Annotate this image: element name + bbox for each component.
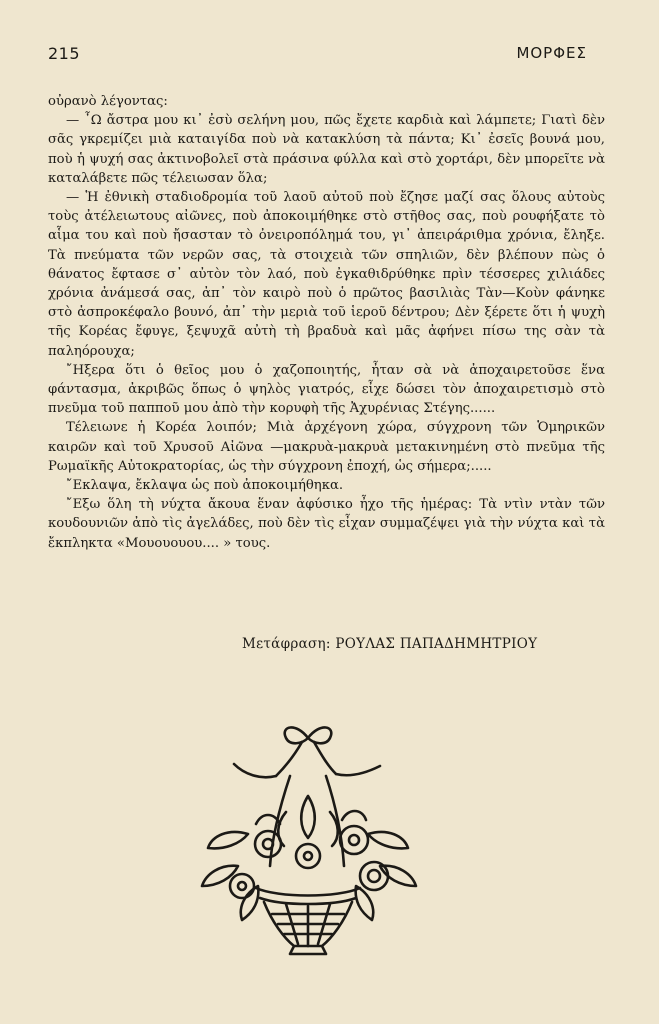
running-title: ΜΟΡΦΕΣ [516, 44, 587, 62]
paragraph: — ῏Ω ἄστρα μου κι᾽ ἐσὺ σελήνη μου, πῶς ἔχετε καρδιὰ καὶ λάμπετε; Γιατὶ δὲν σᾶς γκρεμίζει μιὰ καταιγίδα ποὺ νὰ κατακλύση τὰ πάντα; Κι᾽ ἐσεῖς βουνά μου, ποὺ ἡ ψυχή σας ἀκτινοβολεῖ στὰ πράσινα φύλλα καὶ στὸ χορτάρι, δὲν μπορεῖτε νὰ καταλάβετε πῶς τέλειωσαν ὅλα; [48, 113, 605, 186]
credit-label: Μετάφραση: [242, 636, 331, 652]
page-number: 215 [48, 44, 81, 63]
paragraph: Τέλειωνε ἡ Κορέα λοιπόν; Μιὰ ἀρχέγονη χώρα, σύγχρονη τῶν Ὁμηρικῶν καιρῶν καὶ τοῦ Χρυσοῦ Αἰῶνα —μακρυὰ-μακρυὰ μετακινημένη στὸ πνεῦμα τῆς Ρωμαϊκῆς Αὐτοκρατορίας, ὡς τὴν σύγχρονη ἐποχή, ὡς σήμερα;..... [48, 420, 605, 474]
flower-basket-icon [168, 716, 448, 956]
article-body [48, 92, 605, 553]
page-header [48, 44, 587, 63]
paragraph: — Ἡ ἐθνικὴ σταδιοδρομία τοῦ λαοῦ αὐτοῦ ποὺ ἔζησε μαζί σας ὅλους αὐτοὺς τοὺς ἀτέλειωτους αἰῶνες, ποὺ ἀποκοιμήθηκε στὸ στῆθος σας, ποὺ ρουφήξατε τὸ αἷμα του καὶ ποὺ ἤσασταν τὸ ὀνειροπόλημά του, γι᾽ ἀπειράριθμα χρόνια, ἔληξε. Τὰ πνεύματα τῶν νερῶν σας, τὰ στοιχειὰ τῶν σπηλιῶν, δὲν βλέπουν πὼς ὁ θάνατος ἔφτασε σ᾽ αὐτὸν τὸν λαό, ποὺ ἐγκαθιδρύθηκε πρὶν τέσσερες χιλιάδες χρόνια ἀνάμεσά σας, ἀπ᾽ τὸν καιρὸ ποὺ ὁ πρῶτος βασιλιὰς Τὰν—Κοὺν φάνηκε στὸ ἀσπροκέφαλο βουνό, ἀπ᾽ τὴν μεριὰ τοῦ ἱεροῦ δέντρου; Δὲν ξέρετε ὅτι ἡ ψυχὴ τῆς Κορέας ἔφυγε, ξεψυχᾶ αὐτὴ τὴ βραδυὰ καὶ μᾶς ἀφήνει πίσω της σὰν τὰ παληόρουχα; [48, 190, 605, 359]
translator-credit [242, 636, 537, 652]
translator-name: ΡΟΥΛΑΣ ΠΑΠΑΔΗΜΗΤΡΙΟΥ [335, 636, 538, 652]
paragraph: ῎Εξω ὅλη τὴ νύχτα ἄκουα ἕναν ἀφύσικο ἦχο τῆς ἡμέρας: Τὰ ντὶν ντὰν τῶν κουδουνιῶν ἀπὸ τὶς ἀγελάδες, ποὺ δὲν τὶς εἶχαν συμμαζέψει γιὰ τὴν νύχτα καὶ τὰ ἔκπληκτα «Μουουουου.... » τους. [48, 497, 605, 551]
paragraph: ῎Ηξερα ὅτι ὁ θεῖος μου ὁ χαζοποιητής, ἦταν σὰ νὰ ἀποχαιρετοῦσε ἕνα φάντασμα, ἀκριβῶς ὅπως ὁ ψηλὸς γιατρός, εἶχε δώσει τὸν ἀποχαιρετισμὸ στὸ πνεῦμα τοῦ παπποῦ μου ἀπὸ τὴν κορυφὴ τῆς Ἀχυρένιας Στέγης...... [48, 362, 605, 417]
paragraph: οὐρανὸ λέγοντας: [48, 94, 168, 109]
paragraph: ῎Εκλαψα, ἔκλαψα ὡς ποὺ ἀποκοιμήθηκα. [66, 478, 344, 494]
